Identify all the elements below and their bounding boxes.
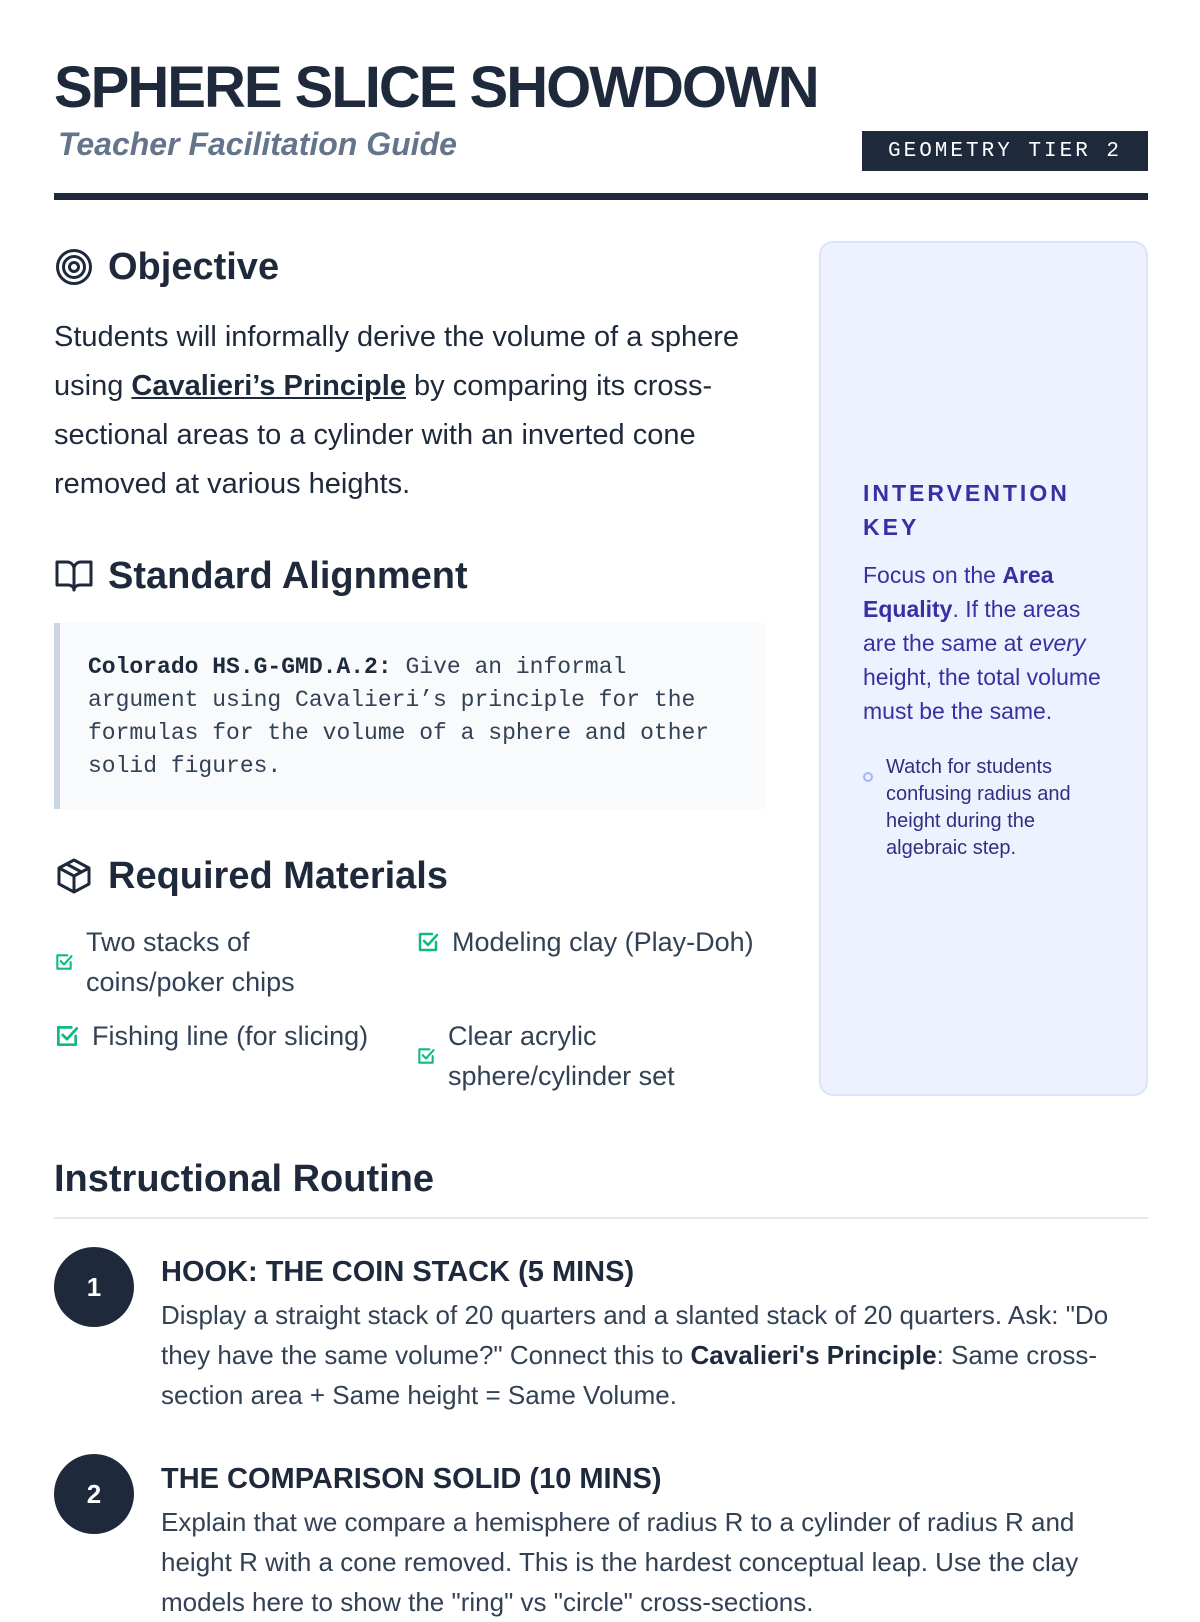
- routine-heading: Instructional Routine: [54, 1158, 434, 1200]
- material-label: Fishing line (for slicing): [92, 1021, 369, 1051]
- standard-heading-label: Standard Alignment: [108, 555, 468, 597]
- step-text: Explain that we compare a hemisphere of radius R to a cylinder of radius R and height R with a cone removed. This is the hardest conceptual leap. Use the clay models here to show the "ring" vs "circle" cross-sections.: [161, 1507, 1079, 1617]
- material-label: Modeling clay (Play-Doh): [452, 927, 754, 957]
- page-title: SPHERE SLICE SHOWDOWN: [54, 55, 818, 120]
- step-text-part: : Same cross-section area + Same height = Same Volume.: [161, 1340, 1097, 1410]
- checkbox-icon: [416, 1046, 436, 1066]
- intervention-key-label: INTERVENTION KEY: [863, 479, 1070, 540]
- checkbox-icon: [54, 1023, 80, 1049]
- step-number-badge: 1: [54, 1247, 134, 1327]
- book-open-icon: [54, 556, 94, 596]
- material-item: [54, 922, 394, 1002]
- intervention-key-card: [819, 241, 1148, 1096]
- area-equality-emphasis: Area Equality: [863, 561, 1054, 622]
- materials-heading-label: Required Materials: [108, 855, 448, 897]
- materials-heading: [54, 854, 448, 898]
- materials-list: [54, 922, 766, 1102]
- package-icon: [54, 856, 94, 896]
- step-title: THE COMPARISON SOLID (10 MINS): [161, 1463, 662, 1495]
- checkbox-icon: [416, 930, 440, 954]
- standard-callout: [54, 623, 766, 809]
- intervention-tip: [863, 754, 1106, 862]
- objective-text-start: Students will informally derive the volume of a sphere using: [54, 321, 740, 402]
- material-item: [416, 1016, 756, 1096]
- header-divider: [54, 193, 1148, 200]
- objective-heading: [54, 245, 279, 289]
- material-label: Clear acrylic sphere/cylinder set: [448, 1021, 675, 1091]
- facilitation-guide-page: [54, 0, 1148, 1617]
- material-item: [54, 1016, 404, 1056]
- intervention-key-text: [863, 558, 1106, 728]
- material-label: Two stacks of coins/poker chips: [86, 927, 295, 997]
- standard-text: Give an informal argument using Cavalieri’s principle for the formulas for the volume of a sphere and other solid figures.: [88, 654, 710, 779]
- standard-heading: [54, 554, 468, 598]
- tier-badge: GEOMETRY TIER 2: [862, 131, 1148, 171]
- step-text-part: Display a straight stack of 20 quarters and a slanted stack of 20 quarters. Ask: "Do they have the same volume?" Connect this to: [161, 1300, 1109, 1370]
- cavalieri-principle-emphasis: Cavalieri's Principle: [690, 1340, 937, 1370]
- objective-heading-label: Objective: [108, 246, 280, 288]
- intervention-tip-text: Watch for students confusing radius and height during the algebraic step.: [886, 755, 1071, 859]
- checkbox-icon: [54, 952, 74, 972]
- step-text: [161, 1295, 1141, 1415]
- standard-code: Colorado HS.G-GMD.A.2:: [88, 654, 392, 680]
- cavalieri-principle-link[interactable]: Cavalieri’s Principle: [131, 370, 406, 402]
- every-emphasis: every: [1029, 629, 1086, 656]
- page-subtitle: Teacher Facilitation Guide: [58, 126, 457, 162]
- target-icon: [54, 247, 94, 287]
- bullet-dot-icon: [863, 772, 873, 782]
- intervention-text-part: . If the areas are the same at: [863, 595, 1081, 656]
- objective-text-end: by comparing its cross-sectional areas to a cylinder with an inverted cone removed at various heights.: [54, 370, 713, 500]
- intervention-text-part: height, the total volume must be the same.: [863, 663, 1101, 724]
- material-item: [416, 922, 756, 962]
- routine-divider: [54, 1217, 1148, 1219]
- intervention-text-part: Focus on the: [863, 561, 1003, 588]
- objective-text: [54, 313, 754, 509]
- step-number-badge: 2: [54, 1454, 134, 1534]
- step-title: HOOK: THE COIN STACK (5 MINS): [161, 1256, 635, 1288]
